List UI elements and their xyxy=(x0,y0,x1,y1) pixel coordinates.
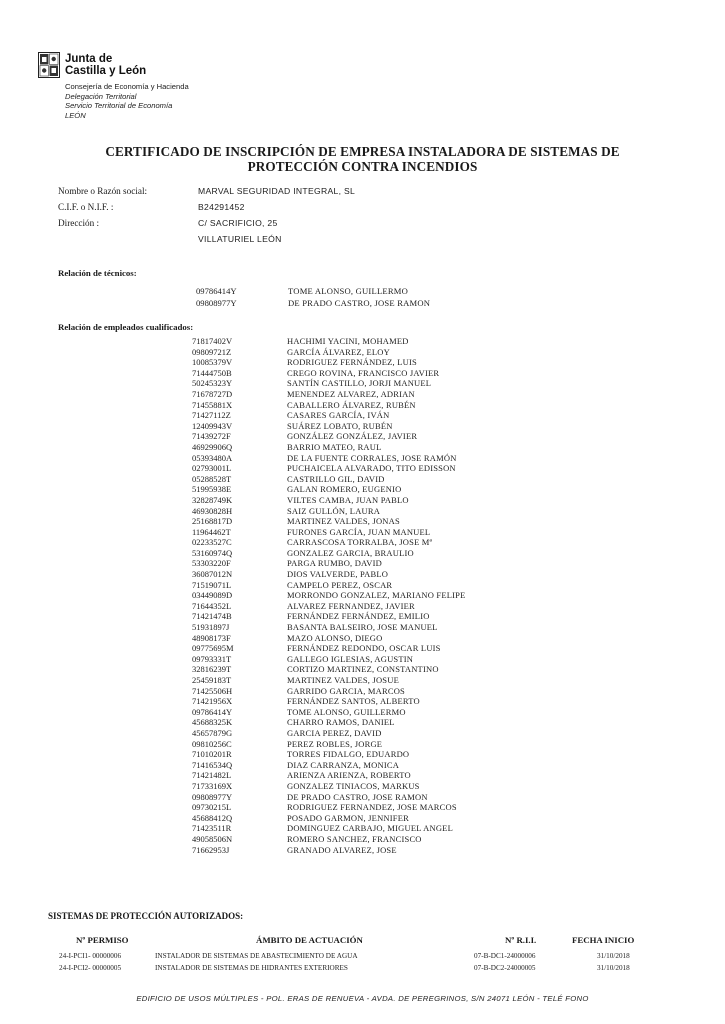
table-row xyxy=(192,368,465,379)
employee-name: GALLEGO IGLESIAS, AGUSTIN xyxy=(287,653,414,664)
employee-nif: 36087012N xyxy=(192,569,233,580)
employee-nif: 05288528T xyxy=(192,473,232,484)
employee-name: FURONES GARCÍA, JUAN MANUEL xyxy=(287,526,431,537)
employee-name: SANTÍN CASTILLO, JORJI MANUEL xyxy=(287,378,432,389)
address-line-1: C/ SACRIFICIO, 25 xyxy=(198,218,278,228)
employee-name: ALVAREZ FERNANDEZ, JAVIER xyxy=(287,600,415,611)
delegacion: Delegación Territorial xyxy=(65,91,137,101)
employee-name: MENENDEZ ALVAREZ, ADRIAN xyxy=(287,388,415,399)
employee-nif: 51995938E xyxy=(192,484,232,495)
footer-address: EDIFICIO DE USOS MÚLTIPLES - POL. ERAS DE RENUEVA - AVDA. DE PEREGRINOS, S/N 24071 LEÓN - TELÉ FONO xyxy=(136,994,589,1003)
employee-name: MAZO ALONSO, DIEGO xyxy=(287,632,383,643)
table-row xyxy=(192,558,465,569)
employee-name: MORRONDO GONZALEZ, MARIANO FELIPE xyxy=(287,590,466,601)
employee-nif: 12409943V xyxy=(192,420,233,431)
employee-nif: 53303220F xyxy=(192,558,231,569)
employee-nif: 03449089D xyxy=(192,590,233,601)
employee-nif: 32816239T xyxy=(192,664,232,675)
employee-nif: 11964462T xyxy=(192,526,231,537)
employee-name: FERNÁNDEZ SANTOS, ALBERTO xyxy=(287,696,420,707)
employee-name: TOME ALONSO, GUILLERMO xyxy=(287,706,406,717)
table-row xyxy=(192,548,465,559)
table-row xyxy=(192,463,465,474)
table-row xyxy=(192,728,465,739)
table-row xyxy=(192,845,465,856)
sistema-ambito: INSTALADOR DE SISTEMAS DE ABASTECIMIENTO DE AGUA xyxy=(155,952,358,960)
table-row xyxy=(192,739,465,750)
table-row xyxy=(192,389,465,400)
employee-nif: 71421474B xyxy=(192,611,232,622)
table-row xyxy=(192,569,465,580)
employee-nif: 71519071L xyxy=(192,579,232,590)
organization-name xyxy=(65,53,146,77)
employee-nif: 25168817D xyxy=(192,516,233,527)
table-row xyxy=(192,431,465,442)
employee-name: CASTRILLO GIL, DAVID xyxy=(287,473,385,484)
employee-nif: 45688412Q xyxy=(192,812,233,823)
employee-nif: 02793001L xyxy=(192,463,232,474)
tecnico-name: DE PRADO CASTRO, JOSE RAMON xyxy=(288,298,431,308)
employee-nif: 09810256C xyxy=(192,738,232,749)
employee-nif: 71416534Q xyxy=(192,759,233,770)
employee-nif: 32828749K xyxy=(192,494,233,505)
employee-nif: 51931897J xyxy=(192,622,230,633)
sistema-permiso: 24-I-PCI1- 00000006 xyxy=(59,952,122,960)
empleados-heading: Relación de empleados cualificados: xyxy=(58,322,194,332)
table-row xyxy=(192,516,465,527)
employee-name: HACHIMI YACINI, MOHAMED xyxy=(287,336,409,346)
sistema-ambito: INSTALADOR DE SISTEMAS DE HIDRANTES EXTERIORES xyxy=(155,964,348,972)
col-fecha-header: FECHA INICIO xyxy=(572,935,635,945)
employee-name: GONZALEZ TINIACOS, MARKUS xyxy=(287,780,420,791)
employee-name: CORTIZO MARTINEZ, CONSTANTINO xyxy=(287,664,439,675)
table-row xyxy=(192,378,465,389)
employee-nif: 53160974Q xyxy=(192,547,233,558)
table-row xyxy=(192,421,465,432)
employee-nif: 71644352L xyxy=(192,600,232,611)
sistema-permiso: 24-I-PCI2- 00000005 xyxy=(59,964,122,972)
sistema-rii: 07-B-DC2-24000005 xyxy=(474,964,536,972)
company-name-value: MARVAL SEGURIDAD INTEGRAL, SL xyxy=(198,186,356,196)
employee-name: MARTINEZ VALDES, JONAS xyxy=(287,516,400,527)
employee-name: ARIENZA ARIENZA, ROBERTO xyxy=(287,770,411,781)
table-row xyxy=(192,696,465,707)
employee-name: MARTINEZ VALDES, JOSUE xyxy=(287,675,399,685)
table-row xyxy=(192,643,465,654)
table-row xyxy=(192,410,465,421)
employee-name: PUCHAICELA ALVARADO, TITO EDISSON xyxy=(287,463,456,474)
employee-name: FERNÁNDEZ REDONDO, OSCAR LUIS xyxy=(287,643,441,654)
employee-name: GRANADO ALVAREZ, JOSE xyxy=(287,844,397,855)
employee-nif: 02233527C xyxy=(192,537,232,548)
sistema-fecha: 31/10/2018 xyxy=(597,964,630,972)
table-row xyxy=(192,495,465,506)
employee-nif: 71662953J xyxy=(192,844,230,855)
employee-name: PEREZ ROBLES, JORGE xyxy=(287,738,383,749)
employee-name: SAIZ GULLÓN, LAURA xyxy=(287,505,381,516)
employee-name: DIOS VALVERDE, PABLO xyxy=(287,569,389,580)
employee-nif: 71010201R xyxy=(192,749,232,760)
employee-name: GARCÍA ÁLVAREZ, ELOY xyxy=(287,346,390,357)
table-row xyxy=(192,654,465,665)
title-line-2: PROTECCIÓN CONTRA INCENDIOS xyxy=(247,159,478,174)
employee-name: RODRIGUEZ FERNANDEZ, JOSE MARCOS xyxy=(287,802,457,813)
employee-nif: 09808977Y xyxy=(192,791,233,802)
employee-nif: 71444750B xyxy=(192,367,232,378)
employee-name: DIAZ CARRANZA, MONICA xyxy=(287,759,400,770)
employee-name: GALAN ROMERO, EUGENIO xyxy=(287,484,402,495)
ciudad: LEÓN xyxy=(65,110,86,120)
tecnico-nif: 09786414Y xyxy=(196,286,237,296)
table-row xyxy=(192,347,465,358)
employee-nif: 09786414Y xyxy=(192,706,233,717)
tecnico-nif: 09808977Y xyxy=(196,298,237,308)
employee-nif: 46929906Q xyxy=(192,441,233,452)
employee-name: FERNÁNDEZ FERNÁNDEZ, EMILIO xyxy=(287,611,430,622)
employee-nif: 25459183T xyxy=(192,675,232,685)
employee-nif: 10085379V xyxy=(192,357,233,368)
consejeria: Consejería de Economía y Hacienda xyxy=(65,82,189,91)
table-row xyxy=(192,453,465,464)
employee-nif: 45657879G xyxy=(192,727,233,738)
employee-nif: 48908173F xyxy=(192,632,231,643)
table-row xyxy=(192,474,465,485)
table-row xyxy=(192,802,465,813)
employee-name: ROMERO SANCHEZ, FRANCISCO xyxy=(287,833,422,844)
table-row xyxy=(192,527,465,538)
employee-nif: 09730215L xyxy=(192,802,232,813)
employee-nif: 71421956X xyxy=(192,696,233,707)
table-row xyxy=(192,357,465,368)
employee-name: DOMINGUEZ CARBAJO, MIGUEL ANGEL xyxy=(287,823,453,834)
employee-name: SUÁREZ LOBATO, RUBÉN xyxy=(287,420,393,431)
employee-nif: 71678727D xyxy=(192,388,233,399)
table-row xyxy=(192,664,465,675)
table-row xyxy=(192,622,465,633)
employee-name: CHARRO RAMOS, DANIEL xyxy=(287,717,395,728)
employee-name: GARCIA PEREZ, DAVID xyxy=(287,727,382,738)
col-permiso-header: Nº PERMISO xyxy=(76,935,129,945)
employee-nif: 71817402V xyxy=(192,336,233,346)
castilla-leon-coat-of-arms-icon xyxy=(38,52,60,78)
table-row xyxy=(192,336,465,347)
employee-nif: 71733169X xyxy=(192,780,233,791)
employee-nif: 09809721Z xyxy=(192,346,232,357)
table-row xyxy=(192,707,465,718)
org-line-2: Castilla y León xyxy=(65,65,147,77)
employee-nif: 71425506H xyxy=(192,685,233,696)
table-row xyxy=(192,823,465,834)
table-row xyxy=(192,506,465,517)
employee-nif: 71423511R xyxy=(192,823,232,834)
cif-value: B24291452 xyxy=(198,202,245,212)
employee-name: RODRIGUEZ FERNÁNDEZ, LUIS xyxy=(287,357,417,368)
table-row xyxy=(192,633,465,644)
address-line-2: VILLATURIEL LEÓN xyxy=(198,234,282,244)
employee-name: VILTES CAMBA, JUAN PABLO xyxy=(287,494,409,505)
col-rii-header: Nº R.I.I. xyxy=(505,935,537,945)
document-title xyxy=(40,144,685,174)
employee-nif: 05393480A xyxy=(192,452,233,463)
table-row xyxy=(192,717,465,728)
tecnico-name: TOME ALONSO, GUILLERMO xyxy=(288,286,409,296)
sistemas-heading: SISTEMAS DE PROTECCIÓN AUTORIZADOS: xyxy=(48,911,244,921)
servicio: Servicio Territorial de Economía xyxy=(65,101,173,110)
employee-nif: 71421482L xyxy=(192,770,232,781)
address-label: Dirección : xyxy=(58,218,100,228)
table-row xyxy=(192,484,465,495)
employee-name: CREGO ROVINA, FRANCISCO JAVIER xyxy=(287,367,440,378)
employee-nif: 49058506N xyxy=(192,833,233,844)
table-row xyxy=(192,590,465,601)
employee-nif: 50245323Y xyxy=(192,378,233,389)
table-row xyxy=(192,749,465,760)
table-row xyxy=(192,675,465,686)
employee-nif: 71427112Z xyxy=(192,410,231,421)
table-row xyxy=(192,686,465,697)
employee-name: BASANTA BALSEIRO, JOSE MANUEL xyxy=(287,622,438,633)
table-row xyxy=(192,537,465,548)
employee-nif: 46930828H xyxy=(192,505,233,516)
employee-name: GONZÁLEZ GONZÁLEZ, JAVIER xyxy=(287,431,418,442)
employee-nif: 71455881X xyxy=(192,399,233,410)
department-block xyxy=(65,82,189,120)
table-row xyxy=(192,601,465,612)
employee-name: TORRES FIDALGO, EDUARDO xyxy=(287,749,410,760)
employee-name: POSADO GARMON, JENNIFER xyxy=(287,812,409,823)
employee-nif: 45688325K xyxy=(192,717,233,728)
employee-name: DE PRADO CASTRO, JOSE RAMON xyxy=(287,791,428,802)
table-row xyxy=(192,834,465,845)
table-row xyxy=(192,781,465,792)
sistema-fecha: 31/10/2018 xyxy=(597,952,630,960)
employee-name: CASARES GARCÍA, IVÁN xyxy=(287,410,390,421)
employee-name: CABALLERO ÁLVAREZ, RUBÉN xyxy=(287,399,416,410)
table-row xyxy=(192,792,465,803)
title-line-1: CERTIFICADO DE INSCRIPCIÓN DE EMPRESA INSTALADORA DE SISTEMAS DE xyxy=(105,144,620,159)
sistema-rii: 07-B-DC1-24000006 xyxy=(474,952,536,960)
col-ambito-header: ÁMBITO DE ACTUACIÓN xyxy=(256,935,363,945)
table-row xyxy=(192,611,465,622)
employee-name: GONZALEZ GARCIA, BRAULIO xyxy=(287,547,414,558)
employee-name: CAMPELO PEREZ, OSCAR xyxy=(287,579,393,590)
employee-nif: 09775695M xyxy=(192,643,234,654)
table-row xyxy=(192,580,465,591)
table-row xyxy=(192,770,465,781)
employee-nif: 09793331T xyxy=(192,653,232,664)
employee-name: PARGA RUMBO, DAVID xyxy=(287,558,382,569)
employee-name: GARRIDO GARCIA, MARCOS xyxy=(287,685,405,696)
empleados-table xyxy=(192,336,465,855)
table-row xyxy=(192,442,465,453)
cif-label: C.I.F. o N.I.F. : xyxy=(58,202,114,212)
employee-name: BARRIO MATEO, RAUL xyxy=(287,441,382,452)
org-line-1: Junta de xyxy=(65,53,113,65)
table-row xyxy=(192,400,465,411)
employee-name: CARRASCOSA TORRALBA, JOSE Mª xyxy=(287,537,433,548)
company-name-label: Nombre o Razón social: xyxy=(58,186,148,196)
table-row xyxy=(192,760,465,771)
tecnicos-heading: Relación de técnicos: xyxy=(58,268,137,278)
table-row xyxy=(192,813,465,824)
employee-name: DE LA FUENTE CORRALES, JOSE RAMÓN xyxy=(287,452,457,463)
employee-nif: 71439272F xyxy=(192,431,231,442)
